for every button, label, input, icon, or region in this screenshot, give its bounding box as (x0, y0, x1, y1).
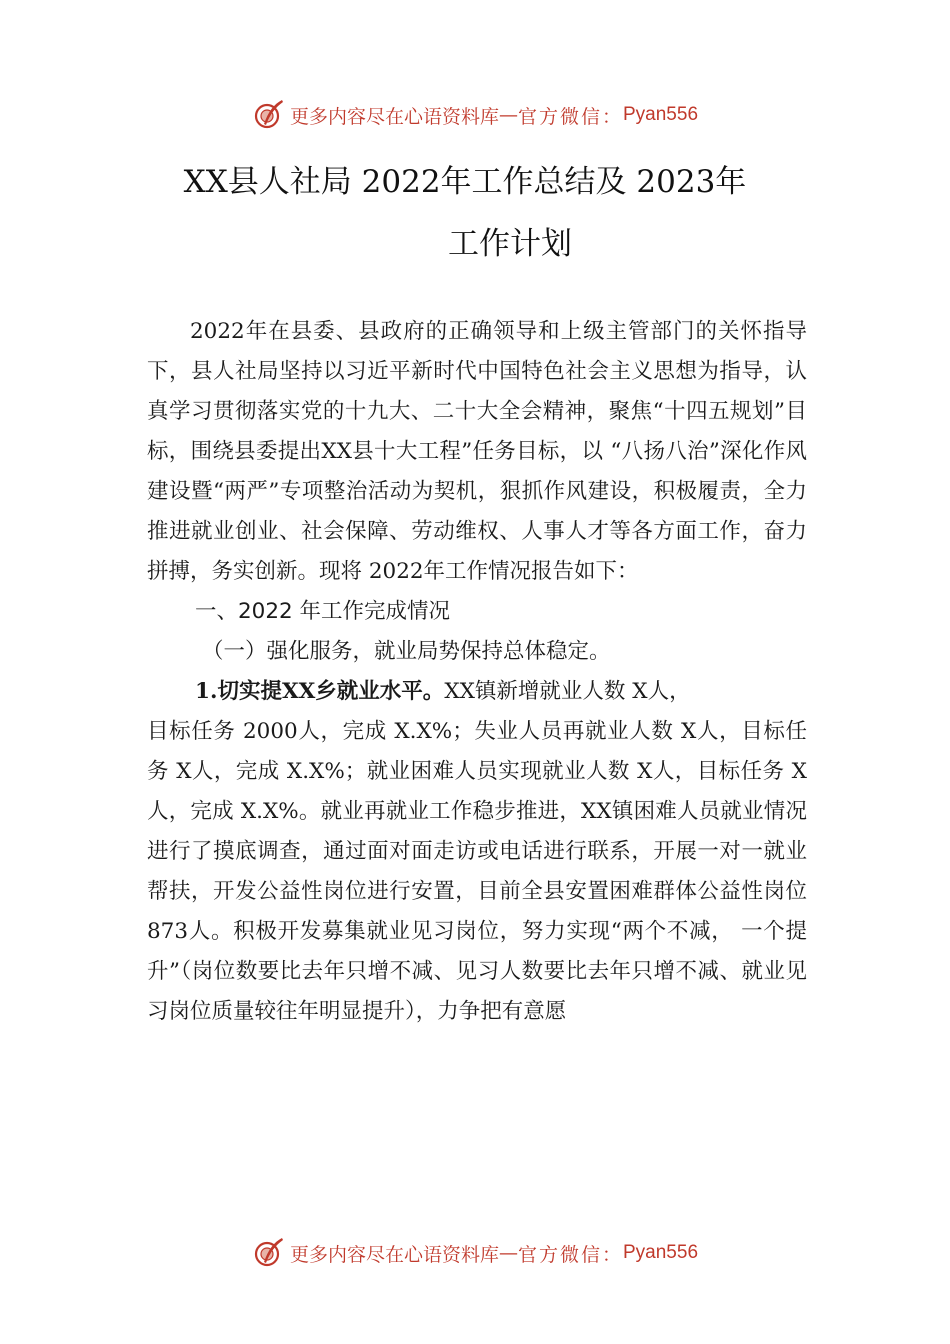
subsection-heading: （一）强化服务，就业局势保持总体稳定。 (202, 639, 611, 664)
document-title-line1: XX县人社局 2022年工作总结及 2023年 (183, 164, 747, 200)
item-first-text: XX镇新增就业人数 X人， (444, 679, 691, 704)
document-body (147, 312, 807, 1032)
watermark-footer (0, 1233, 950, 1273)
item-first-line (147, 672, 807, 712)
watermark-contact-id: Pyan556 (623, 104, 699, 125)
quill-logo-icon (252, 98, 286, 132)
item-body: 目标任务 2000人，完成 X.X%；失业人员再就业人数 X人，目标任务 X人，完成 X.X%；就业困难人员实现就业人数 X人，目标任务 X人，完成 X.X%。就业再就业工作稳步推进，XX镇困难人员就业情况进行了摸底调查，通过面对面走访或电话进行联系，开展一对一就业帮扶，开发公益性岗位进行安置，目前全县安置困难群体公益性岗位873人。积极开发募集就业见习岗位，努力实现“两个不减， 一个提升”（岗位数要比去年只增不减、见习人数要比去年只增不减、就业见习岗位质量较往年明显提升），力争把有意愿 (147, 719, 807, 1024)
watermark-separator: — (498, 1242, 518, 1264)
watermark-text: 更多内容尽在心语资料库 (289, 105, 499, 128)
section-heading: 一、2022 年工作完成情况 (195, 599, 451, 624)
watermark-header (0, 95, 950, 135)
intro-paragraph: 2022年在县委、县政府的正确领导和上级主管部门的关怀指导下，县人社局坚持以习近平新时代中国特色社会主义思想为指导，认真学习贯彻落实党的十九大、二十大全会精神，聚焦“十四五规划”目标，围绕县委提出XX县十大工程”任务目标，以 “八扬八治”深化作风建设暨“两严”专项整治活动为契机，狠抓作风建设，积极履责，全力推进就业创业、社会保障、劳动维权、人事人才等各方面工作，奋力拼搏，务实创新。现将 2022年工作情况报告如下： (147, 319, 807, 584)
watermark-contact-label: 官方微信： (517, 105, 623, 128)
watermark-separator: — (498, 104, 518, 126)
item-paragraph (147, 672, 807, 1032)
item-lead: 1.切实提XX乡就业水平。 (195, 679, 445, 704)
watermark-contact-id: Pyan556 (623, 1242, 699, 1263)
watermark-text: 更多内容尽在心语资料库 (289, 1243, 499, 1266)
watermark-contact-label: 官方微信： (517, 1243, 623, 1266)
quill-logo-icon (252, 1236, 286, 1270)
document-title-line2: 工作计划 (448, 226, 572, 262)
